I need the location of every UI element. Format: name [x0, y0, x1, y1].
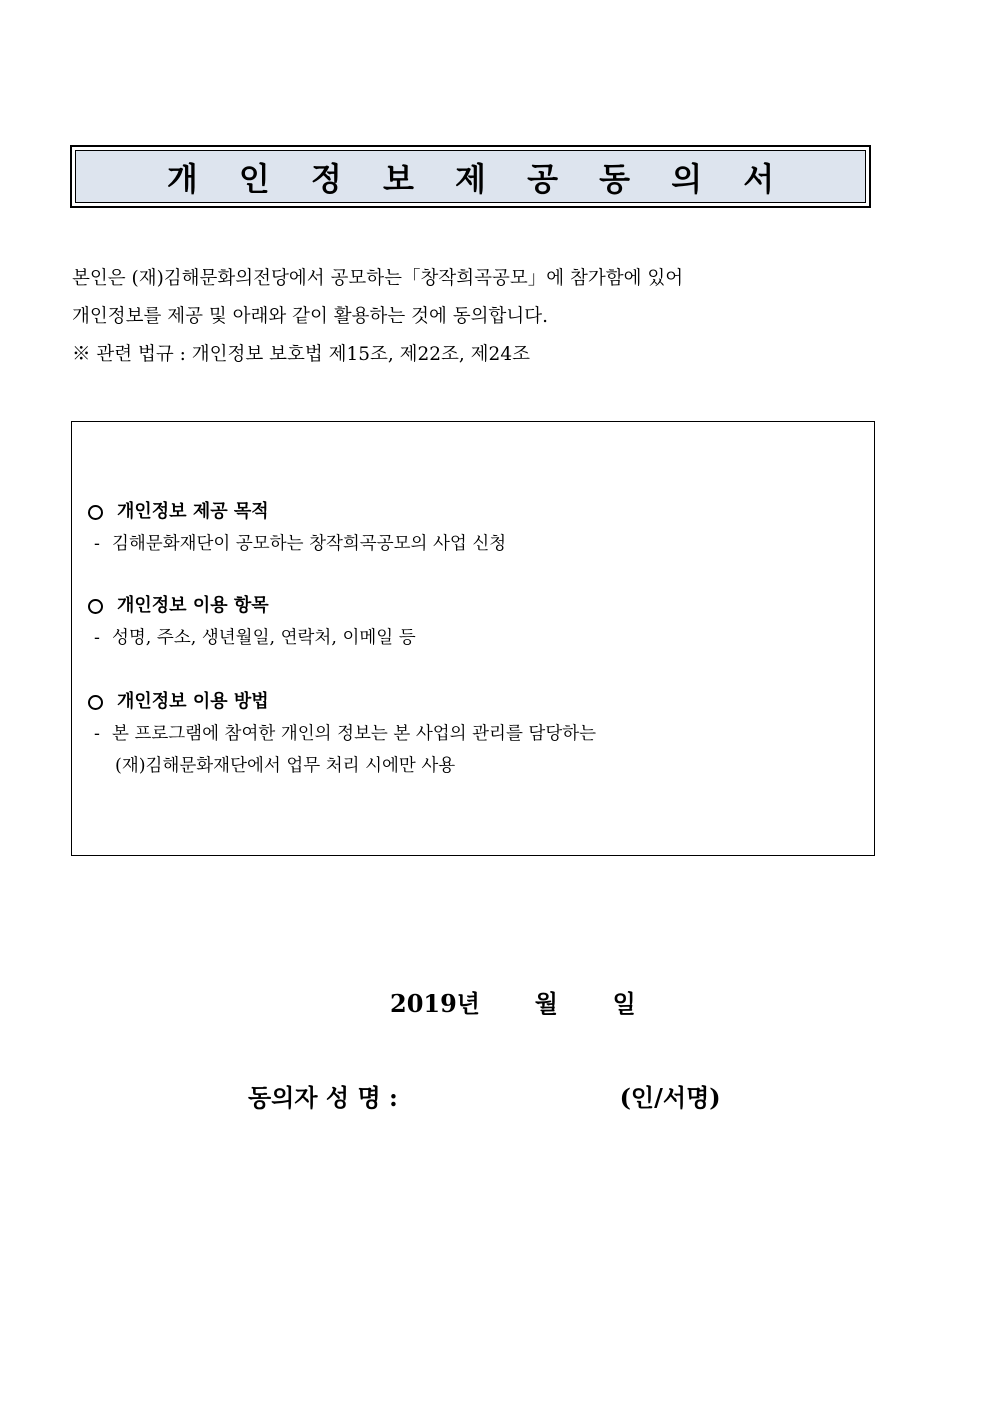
section-heading-text: 개인정보 제공 목적: [117, 501, 269, 522]
section-method: [88, 686, 596, 782]
section-items: [88, 590, 416, 654]
title-box: [70, 145, 871, 208]
circle-bullet-icon: [88, 505, 103, 520]
circle-bullet-icon: [88, 695, 103, 710]
section-purpose: [88, 496, 506, 560]
section-heading: [88, 496, 506, 528]
title-inner: [75, 150, 866, 203]
section-heading-text: 개인정보 이용 항목: [117, 595, 269, 616]
intro-line-1: 본인은 (재)김해문화의전당에서 공모하는「창작희곡공모」에 참가함에 있어: [72, 268, 684, 289]
intro-line-3: ※ 관련 법규 : 개인정보 보호법 제15조, 제22조, 제24조: [72, 344, 530, 365]
list-item: [88, 622, 416, 654]
section-heading: [88, 686, 596, 718]
dash-bullet: -: [94, 628, 100, 648]
list-item-text: 성명, 주소, 생년월일, 연락처, 이메일 등: [112, 628, 416, 648]
intro-paragraph: [72, 260, 683, 374]
dash-bullet: -: [94, 534, 100, 554]
section-heading-text: 개인정보 이용 방법: [117, 691, 269, 712]
section-heading: [88, 590, 416, 622]
dash-bullet: -: [94, 724, 100, 744]
date-month: 월: [534, 989, 558, 1018]
date-day: 일: [612, 989, 636, 1018]
document-title: 개 인 정 보 제 공 동 의 서: [166, 159, 790, 198]
list-item-continuation: (재)김해문화재단에서 업무 처리 시에만 사용: [115, 756, 456, 776]
circle-bullet-icon: [88, 599, 103, 614]
date-line: [390, 984, 636, 1019]
signature-label: 동의자 성 명 :: [248, 1083, 398, 1112]
date-year: 2019년: [390, 989, 480, 1018]
signature-line: [248, 1078, 721, 1113]
consent-details-box: [71, 421, 875, 856]
list-item-text: 김해문화재단이 공모하는 창작희곡공모의 사업 신청: [112, 534, 507, 554]
list-item: [88, 528, 506, 560]
list-item: [88, 718, 596, 750]
signature-seal: (인/서명): [619, 1083, 721, 1112]
list-item-text: 본 프로그램에 참여한 개인의 정보는 본 사업의 관리를 담당하는: [112, 724, 597, 744]
intro-line-2: 개인정보를 제공 및 아래와 같이 활용하는 것에 동의합니다.: [72, 306, 548, 327]
